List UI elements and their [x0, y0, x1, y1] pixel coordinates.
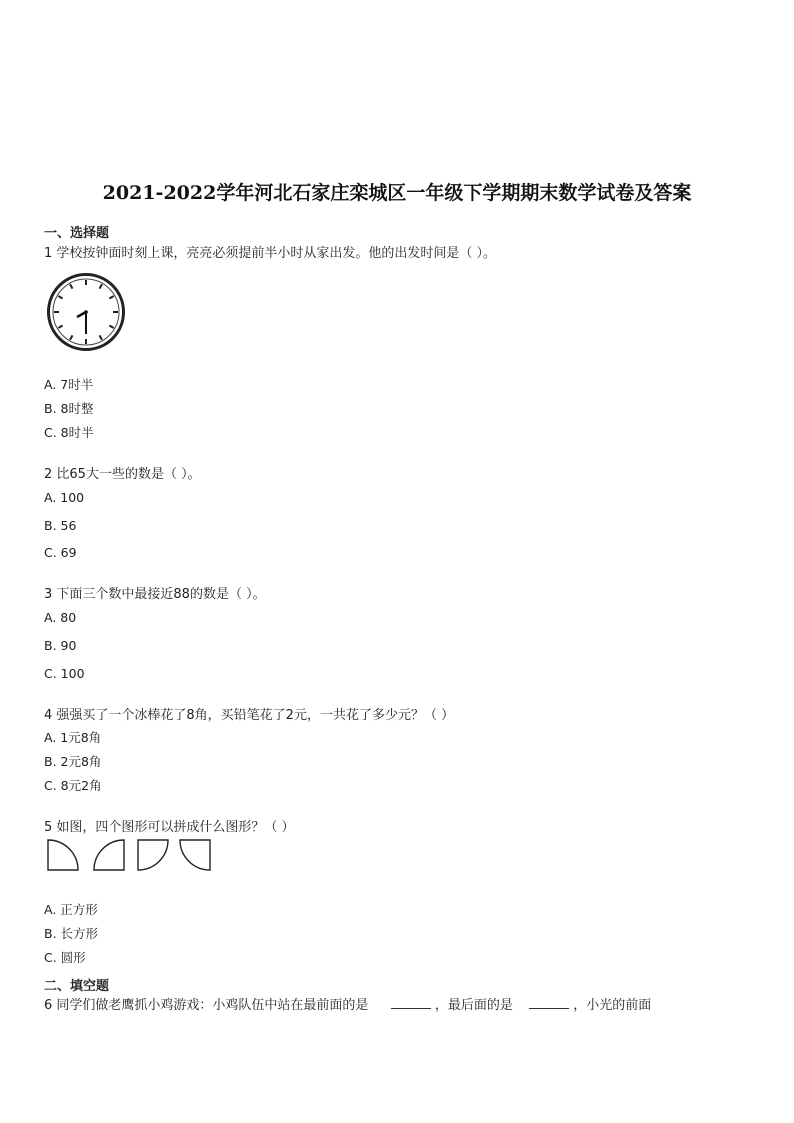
quarter-circle-shape-2 — [94, 840, 124, 870]
q4-option-a: A. 1元8角 — [44, 730, 102, 745]
section-heading-choice: 一、选择题 — [44, 226, 110, 241]
q6-blank-1[interactable] — [391, 996, 431, 1009]
quarter-circle-shapes-figure — [46, 838, 216, 874]
q5-option-c: C. 圆形 — [44, 950, 86, 965]
question-4-text: 4 强强买了一个冰棒花了8角，买铅笔花了2元，一共花了多少元？（ ） — [44, 708, 455, 723]
q6-text-part3: ，小光的前面 — [573, 998, 652, 1013]
q2-option-b: B. 56 — [44, 518, 77, 533]
q2-option-a: A. 100 — [44, 490, 85, 505]
q3-option-c: C. 100 — [44, 666, 85, 681]
question-5-text: 5 如图，四个图形可以拼成什么图形？（ ） — [44, 820, 295, 835]
q5-option-a: A. 正方形 — [44, 902, 98, 917]
question-2-text: 2 比65大一些的数是（ ）。 — [44, 467, 201, 482]
page-title: 2021-2022学年河北石家庄栾城区一年级下学期期末数学试卷及答案 — [102, 182, 692, 204]
clock-figure — [46, 272, 126, 352]
quarter-circle-shape-4 — [180, 840, 210, 870]
question-6-text — [44, 994, 651, 1013]
q3-option-a: A. 80 — [44, 610, 77, 625]
section-heading-fill-blank: 二、填空题 — [44, 979, 110, 994]
q1-option-c: C. 8时半 — [44, 425, 94, 440]
q5-option-b: B. 长方形 — [44, 926, 99, 941]
q6-blank-2[interactable] — [529, 996, 569, 1009]
quarter-circle-shape-3 — [138, 840, 168, 870]
q4-option-c: C. 8元2角 — [44, 778, 102, 793]
q1-option-a: A. 7时半 — [44, 377, 94, 392]
q6-text-part1: 6 同学们做老鹰抓小鸡游戏：小鸡队伍中站在最前面的是 — [44, 998, 369, 1013]
q6-text-part2: ，最后面的是 — [434, 998, 513, 1013]
q2-option-c: C. 69 — [44, 545, 77, 560]
q3-option-b: B. 90 — [44, 638, 77, 653]
q4-option-b: B. 2元8角 — [44, 754, 102, 769]
question-3-text: 3 下面三个数中最接近88的数是（ ）。 — [44, 587, 266, 602]
quarter-circle-shape-1 — [48, 840, 78, 870]
q1-option-b: B. 8时整 — [44, 401, 94, 416]
question-1-text: 1 学校按钟面时刻上课，亮亮必须提前半小时从家出发。他的出发时间是（ ）。 — [44, 246, 497, 261]
